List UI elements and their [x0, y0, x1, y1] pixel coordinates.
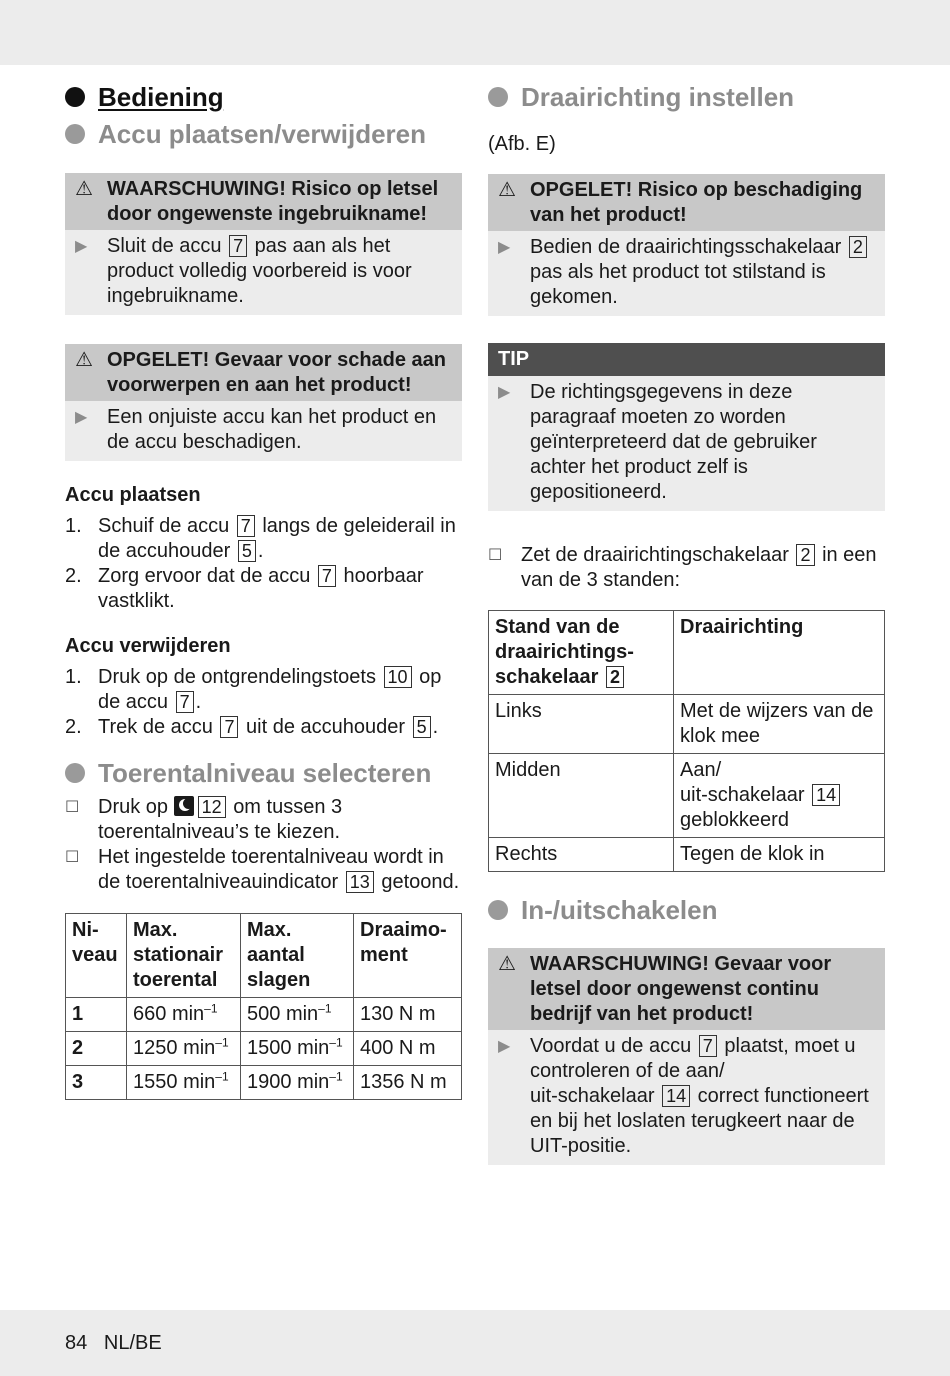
- locale-label: NL/BE: [103, 1332, 162, 1354]
- section-title-toerental: Toerentalniveau selecteren: [65, 758, 462, 788]
- checkbox-icon: ☐: [65, 849, 80, 866]
- checkbox-icon: ☐: [488, 547, 503, 564]
- arrow-right-icon: ▶: [75, 409, 88, 426]
- table-row: 1 660 $\min^{-1}$ 500 $\min^{-1}$ 130 N m: [66, 998, 462, 1032]
- caution-header: OPGELET! Risico op beschadiging van het product!: [530, 179, 863, 226]
- bullet-dot-icon: [65, 87, 85, 107]
- list-accu-verwijderen: [65, 665, 462, 740]
- caution-body: Bedien de draairichtingsschakelaar 2 pas als het product tot stilstand is gekomen.: [530, 235, 875, 310]
- warning-header: WAARSCHUWING! Risico op letsel door ongewenste ingebruikname!: [107, 178, 439, 225]
- speed-table: [65, 913, 462, 1100]
- arrow-right-icon: ▶: [498, 384, 511, 401]
- section-title-draairichting: Draairichting instellen: [488, 82, 885, 112]
- right-column: [488, 80, 885, 1165]
- caution-box-beschadiging: [488, 174, 885, 316]
- caution-box-schade: [65, 344, 462, 461]
- warning-triangle-icon: ⚠: [498, 953, 516, 975]
- speed-mode-icon: [174, 796, 194, 816]
- checkbox-icon: ☐: [65, 799, 80, 816]
- page-number: 84: [65, 1332, 88, 1354]
- list-item: 1. Schuif de accu 7 langs de geleiderail in de accuhouder 5 .: [65, 515, 456, 562]
- list-item: ☐ Zet de draairichtingschakelaar 2 in een van de 3 standen:: [488, 544, 877, 591]
- arrow-right-icon: ▶: [498, 1038, 511, 1055]
- section-title-inuit: In-/uitschakelen: [488, 895, 885, 925]
- subheading-accu-plaatsen: Accu plaatsen: [65, 484, 201, 506]
- warning-header: WAARSCHUWING! Gevaar voor letsel door ongewenst continu bedrijf van het product!: [530, 953, 832, 1025]
- bullet-dot-icon: [488, 87, 508, 107]
- bullet-dot-icon: [65, 763, 85, 783]
- direction-table: [488, 610, 885, 872]
- top-band: [0, 0, 950, 65]
- section-title-accu: Accu plaatsen/verwijderen: [65, 119, 462, 149]
- page-footer: [65, 1331, 162, 1356]
- table-header-row: Ni- veau Max. stationair toerental Max. aantal slagen Draaimo- ment: [66, 914, 462, 998]
- tip-box: [488, 343, 885, 511]
- arrow-right-icon: ▶: [498, 239, 511, 256]
- table-header-row: Stand van de draairichtings- schakelaar 2 Draairichting: [489, 611, 885, 695]
- warning-body: Voordat u de accu 7 plaatst, moet u controleren of de aan/ uit-schakelaar 14 correct functioneert en bij het loslaten terugkeert naar de UIT-positie.: [530, 1035, 869, 1157]
- table-row: Rechts Tegen de klok in: [489, 838, 885, 872]
- list-accu-plaatsen: [65, 514, 462, 614]
- bullet-dot-icon: [488, 900, 508, 920]
- caution-body: Een onjuiste accu kan het product en de accu beschadigen.: [107, 406, 437, 453]
- arrow-right-icon: ▶: [75, 238, 88, 255]
- warning-body: Sluit de accu 7 pas aan als het product volledig voorbereid is voor ingebruikname.: [107, 235, 412, 307]
- table-row: 3 1550 $\min^{-1}$ 1900 $\min^{-1}$ 1356 N m: [66, 1066, 462, 1100]
- list-toerental: [65, 795, 462, 895]
- list-item: 1. Druk op de ontgrendelingstoets 10 op de accu 7 .: [65, 666, 442, 713]
- section-title-bediening: Bediening: [65, 82, 462, 112]
- figure-reference: (Afb. E): [488, 133, 556, 155]
- warning-triangle-icon: ⚠: [75, 178, 93, 200]
- tip-body: De richtingsgegevens in deze paragraaf moeten zo worden geïnterpreteerd dat de gebruiker achter het product zelf is gepositioneerd.: [530, 381, 817, 503]
- left-column: [65, 80, 462, 1100]
- list-item: ☐ Druk op 12 om tussen 3 toerentalniveau’s te kiezen.: [65, 796, 343, 843]
- bullet-dot-icon: [65, 124, 85, 144]
- table-row: Midden Aan/ uit-schakelaar 14 geblokkeerd: [489, 754, 885, 838]
- warning-box-letsel: [65, 173, 462, 315]
- tip-header: TIP: [488, 343, 885, 376]
- subheading-accu-verwijderen: Accu verwijderen: [65, 635, 231, 657]
- list-item: 2. Trek de accu 7 uit de accuhouder 5 .: [65, 716, 439, 738]
- caution-header: OPGELET! Gevaar voor schade aan voorwerpen en aan het product!: [107, 349, 447, 396]
- table-row: 2 1250 $\min^{-1}$ 1500 $\min^{-1}$ 400 N m: [66, 1032, 462, 1066]
- table-row: Links Met de wijzers van de klok mee: [489, 695, 885, 754]
- list-item: 2. Zorg ervoor dat de accu 7 hoorbaar vastklikt.: [65, 565, 424, 612]
- warning-triangle-icon: ⚠: [498, 179, 516, 201]
- warning-triangle-icon: ⚠: [75, 349, 93, 371]
- list-item: ☐ Het ingestelde toerentalniveau wordt in de toerentalniveauindicator 13 getoond.: [65, 846, 460, 893]
- warning-box-continu: [488, 948, 885, 1165]
